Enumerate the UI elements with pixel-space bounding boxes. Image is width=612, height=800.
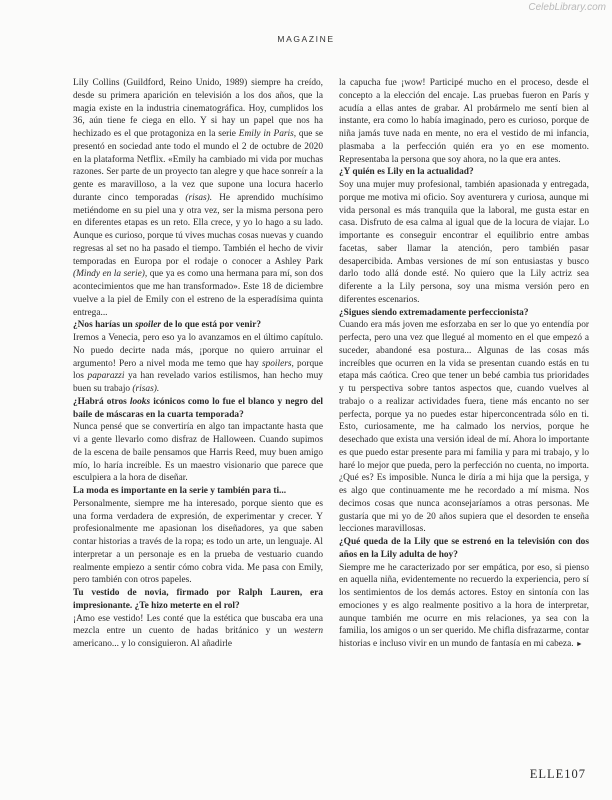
left-column bbox=[73, 77, 323, 651]
section-label: MAGAZINE bbox=[277, 34, 335, 44]
interview-question: ¿Nos harías un spoiler de lo que está por venir? bbox=[73, 320, 262, 331]
interview-paragraph: ¡Amo ese vestido! Les conté que la estética que buscaba era una mezcla entre un cuento de hadas británico y un western americano... y lo consiguieron. Al añadirle bbox=[73, 613, 323, 649]
interview-paragraph: la capucha fue ¡wow! Participé mucho en el proceso, desde el concepto a la elección del encaje. Las pruebas fueron en París y acudía a ellas antes de grabar. Al probármelo me sentí bien al instante, era como lo había imaginado, pero es curioso, porque de niña jamás tuve nada en mente, no era el vestido de mi infancia, plasmaba a la perfección quién era yo en ese momento. Representaba la persona que soy ahora, no la que era antes. bbox=[339, 78, 589, 165]
interview-paragraph: Lily Collins (Guildford, Reino Unido, 1989) siempre ha creído, desde su primera aparición en televisión a los dos años, que la magia existe en la industria cinematográfica. Hoy, cumplidos los 36, aún tiene fe ciega en ello. Y si hay un papel que nos ha hechizado es el que protagoniza en la serie Emily in Paris, que se presentó en sociedad ante todo el mundo el 2 de octubre de 2020 en la plataforma Netflix. «Emily ha cambiado mi vida por muchas razones. Ser parte de un proyecto tan alegre y que hace sonreír a la gente es maravilloso, a la vez que supone una locura hacerlo durante cinco temporadas (risas). He aprendido muchísimo metiéndome en su piel una y otra vez, ser la misma persona pero en diferentes etapas es un reto. Ella crece, y yo lo hago a su lado. Aunque es curioso, porque tú vives muchas cosas nuevas y cuando regresas al set no ha pasado el tiempo. También el hecho de vivir temporadas en Europa por el rodaje o conocer a Ashley Park (Mindy en la serie), que ya es como una hermana para mí, son dos acontecimientos que me han transformado». Este 18 de diciembre vuelve a la piel de Emily con el estreno de la esperadísima quinta entrega... bbox=[73, 78, 324, 318]
interview-question: La moda es importante en la serie y también para ti... bbox=[73, 486, 287, 496]
interview-question: Tu vestido de novia, firmado por Ralph Lauren, era impresionante. ¿Te hizo meterte en el rol? bbox=[73, 588, 323, 611]
end-of-article-mark: ► bbox=[575, 640, 583, 648]
right-column bbox=[339, 77, 589, 651]
interview-paragraph: Cuando era más joven me esforzaba en ser lo que yo entendía por perfecta, pero una vez que llegué al momento en el que empezó a suceder, abandoné esa postura... Algunas de las cosas más increíbles que ocurren en la vida se presentan cuando estás en tu etapa más caótica. Creo que tener un bebé cambia tus prioridades y tu perspectiva sobre tantos aspectos que, cuando vuelves al trabajo o a realizar actividades fuera, tiene más encanto no ser perfecta, porque ya no puedes estar hiperconcentrada sólo en ti. Esto, curiosamente, me ha calmado los nervios, porque he desechado que exista una versión ideal de mí. Ahora lo importante es que puedo estar presente para mi familia y para mi trabajo, y lo haré lo mejor que pueda, pero la perfección no cuenta, no importa. ¿Qué es? Es imposible. Nunca le diría a mi hija que la persiga, y es algo que continuamente me he recordado a mí misma. Nos decimos cosas que nunca aconsejaríamos a otras personas. Me gustaría que mi yo de 20 años supiera que el desorden te enseña lecciones maravillosas. bbox=[339, 320, 589, 535]
interview-question: ¿Qué queda de la Lily que se estrenó en la televisión con dos años en la Lily adulta de hoy? bbox=[339, 537, 589, 560]
interview-paragraph: Siempre me he caracterizado por ser empática, por eso, si pienso en aquella niña, evidentemente no recuerdo la experiencia, pero sí los sentimientos de los demás actores. Estoy en sintonía con las emociones y es algo realmente positivo a la hora de interpretar, aunque también me ocurre en mis relaciones, ya sea con la familia, los amigos o un ser querido. Me chifla disfrazarme, contar historias e incluso vivir en un mundo de fantasía en mi cabeza. ► bbox=[339, 562, 589, 649]
interview-question: ¿Y quién es Lily en la actualidad? bbox=[339, 167, 474, 178]
interview-paragraph: Soy una mujer muy profesional, también apasionada y entregada, porque me motiva mi oficio. Soy aventurera y curiosa, aunque mi vida personal es más tranquila que la laboral, me gusta estar en casa. Disfruto de esa calma al igual que de la locura de viajar. Lo importante es conseguir encontrar el equilibrio entre ambas facetas, saber llamar la atención, pero también pasar desapercibida. Ambas versiones de mí son entusiastas y busco darlo todo allá donde esté. No quiero que la Lily actriz sea diferente a la Lily persona, soy una misma versión pero en diferentes escenarios. bbox=[339, 180, 589, 305]
interview-question: ¿Sigues siendo extremadamente perfeccionista? bbox=[339, 307, 529, 318]
interview-paragraph: Personalmente, siempre me ha interesado, porque siento que es una forma verdadera de expresión, de experimentar y crecer. Y profesionalmente me apasionan los diseñadores, ya que saben contar historias a través de la ropa; es todo un arte, un lenguaje. Al interpretar a un personaje es en la prueba de vestuario cuando realmente empiezo a sentir cómo cobra vida. Me pasa con Emily, pero también con otros papeles. bbox=[73, 498, 323, 586]
page-number: 107 bbox=[564, 767, 586, 781]
page-folio bbox=[530, 767, 586, 782]
watermark: CelebLibrary.com bbox=[528, 2, 606, 13]
interview-question: ¿Habrá otros looks icónicos como lo fue el blanco y negro del baile de máscaras en la cuarta temporada? bbox=[73, 396, 323, 420]
interview-paragraph: Nunca pensé que se convertiría en algo tan impactante hasta que vi a gente llevarlo como disfraz de Halloween. Cuando supimos de la escena de baile pensamos que Harris Reed, muy buen amigo mío, lo haría increíble. Es un maestro visionario que parece que esculpiera a la hora de diseñar. bbox=[73, 422, 323, 484]
magazine-brand: ELLE bbox=[529, 767, 565, 781]
interview-paragraph: Iremos a Venecia, pero eso ya lo avanzamos en el último capítulo. No puedo decirte nada más, ¡porque no quiero arruinar el argumento! Pero a nivel moda me temo que hay spoilers, porque los paparazzi ya han revelado varios estilismos, han hecho muy buen su trabajo (risas). bbox=[73, 333, 323, 394]
